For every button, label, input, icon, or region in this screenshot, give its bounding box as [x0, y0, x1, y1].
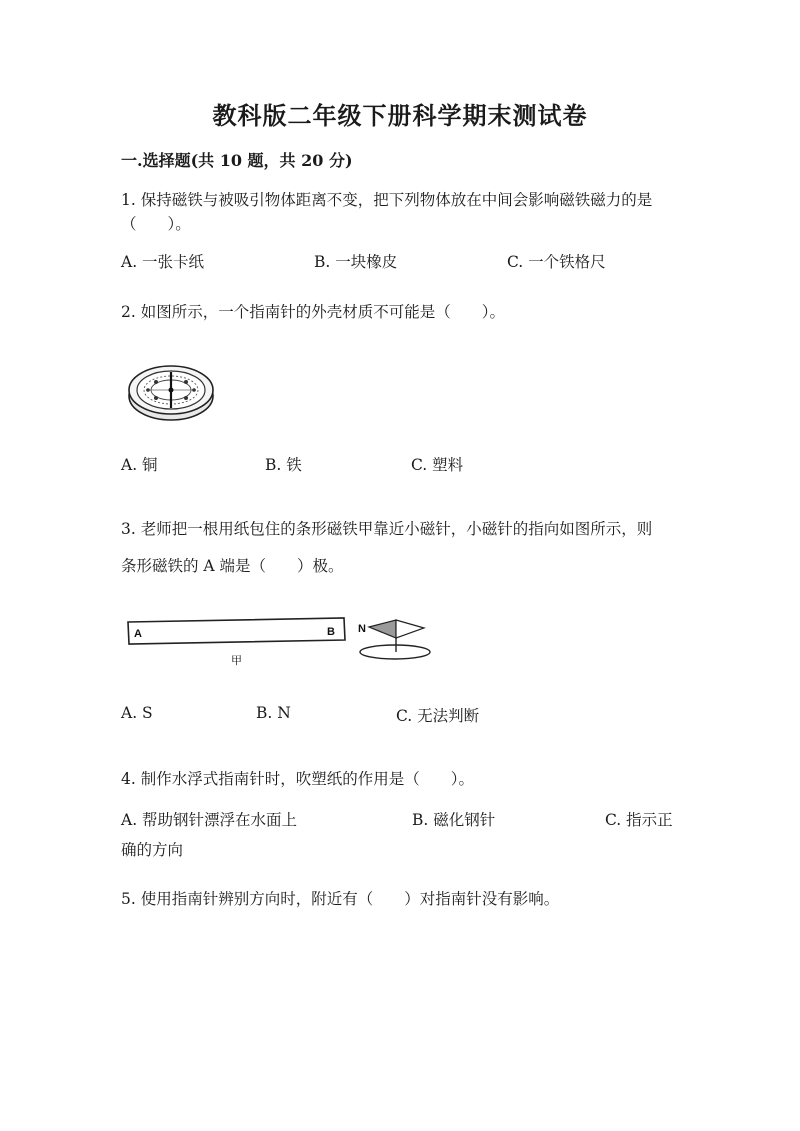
question-3-line-2: 条形磁铁的 A 端是（ ）极。 — [121, 557, 344, 575]
magnet-name-label: 甲 — [231, 654, 242, 667]
question-2-option-a: A. 铜 — [121, 456, 158, 474]
question-1-option-c: C. 一个铁格尺 — [507, 253, 606, 271]
question-4-option-c: C. 指示正 — [605, 811, 673, 829]
question-3-line-1: 3. 老师把一根用纸包住的条形磁铁甲靠近小磁针，小磁针的指向如图所示，则 — [121, 520, 653, 538]
question-2-line-1: 2. 如图所示，一个指南针的外壳材质不可能是（ ）。 — [121, 303, 505, 321]
question-3-option-c: C. 无法判断 — [396, 707, 480, 725]
needle-south-half — [396, 620, 424, 638]
needle-north-half — [369, 620, 396, 638]
needle-north-label: N — [358, 623, 366, 635]
question-4-option-c-continued: 确的方向 — [121, 841, 184, 859]
magnet-needle-figure — [124, 612, 444, 672]
question-1-line-1: 1. 保持磁铁与被吸引物体距离不变，把下列物体放在中间会影响磁铁磁力的是 — [121, 191, 653, 209]
question-1-option-a: A. 一张卡纸 — [121, 253, 205, 271]
section-heading: 一.选择题(共 10 题，共 20 分) — [121, 151, 353, 170]
question-2-option-b: B. 铁 — [265, 456, 302, 474]
question-4-line-1: 4. 制作水浮式指南针时，吹塑纸的作用是（ ）。 — [121, 770, 474, 788]
question-4-option-b: B. 磁化钢针 — [412, 811, 496, 829]
needle-base — [360, 645, 430, 659]
question-4-option-a: A. 帮助钢针漂浮在水面上 — [121, 811, 298, 829]
page-title: 教科版二年级下册科学期末测试卷 — [212, 101, 588, 130]
question-1-line-2: （ ）。 — [121, 215, 191, 233]
question-3-option-b: B. N — [256, 704, 291, 722]
compass-figure — [128, 358, 218, 422]
magnet-end-a-label: A — [134, 628, 142, 640]
question-1-option-b: B. 一块橡皮 — [314, 253, 398, 271]
question-3-option-a: A. S — [121, 704, 153, 722]
question-2-option-c: C. 塑料 — [411, 456, 464, 474]
question-5-line-1: 5. 使用指南针辨别方向时，附近有（ ）对指南针没有影响。 — [121, 890, 560, 908]
magnet-end-b-label: B — [327, 626, 335, 638]
